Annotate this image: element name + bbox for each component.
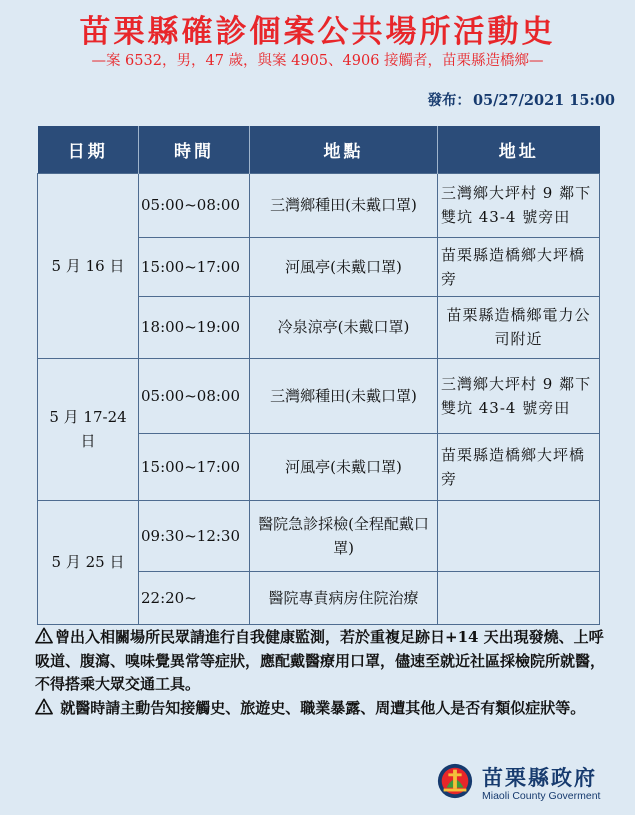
note-item — [35, 626, 605, 697]
table-row — [38, 500, 600, 571]
time-cell: 05:00~08:00 — [139, 358, 250, 433]
warning-icon — [35, 698, 53, 715]
case-subtitle: —案 6532，男，47 歲，與案 4905、4906 接觸者，苗栗縣造橋鄉— — [91, 53, 544, 69]
address-cell — [438, 571, 600, 624]
time-cell: 09:30~12:30 — [139, 500, 250, 571]
header-place: 地點 — [250, 126, 438, 173]
address-cell — [438, 500, 600, 571]
date-cell: 5 月 16 日 — [38, 173, 139, 358]
published-value: 05/27/2021 15:00 — [472, 92, 615, 109]
place-cell: 醫院急診採檢(全程配戴口罩) — [250, 500, 438, 571]
address-cell: 苗栗縣造橋鄉大坪橋旁 — [438, 237, 600, 296]
activity-table — [37, 126, 600, 625]
address-cell: 苗栗縣造橋鄉大坪橋旁 — [438, 433, 600, 500]
org-name: 苗栗縣政府 — [482, 765, 597, 790]
table-row — [38, 358, 600, 433]
time-cell: 15:00~17:00 — [139, 433, 250, 500]
time-cell: 22:20~ — [139, 571, 250, 624]
time-cell: 15:00~17:00 — [139, 237, 250, 296]
published-label: 發布： — [427, 92, 471, 109]
published-date — [425, 89, 615, 110]
warning-icon — [35, 627, 53, 644]
health-notes — [35, 626, 605, 720]
address-cell: 苗栗縣造橋鄉電力公司附近 — [438, 296, 600, 358]
time-cell: 05:00~08:00 — [139, 173, 250, 237]
place-cell: 河風亭(未戴口罩) — [250, 433, 438, 500]
table-header-row — [38, 126, 600, 173]
place-cell: 三灣鄉種田(未戴口罩) — [250, 358, 438, 433]
header-time: 時間 — [139, 126, 250, 173]
place-cell: 河風亭(未戴口罩) — [250, 237, 438, 296]
time-cell: 18:00~19:00 — [139, 296, 250, 358]
place-cell: 冷泉涼亭(未戴口罩) — [250, 296, 438, 358]
address-cell: 三灣鄉大坪村 9 鄰下雙坑 43-4 號旁田 — [438, 358, 600, 433]
header-date: 日期 — [38, 126, 139, 173]
org-name-english: Miaoli County Goverment — [482, 790, 601, 802]
date-cell: 5 月 25 日 — [38, 500, 139, 624]
note-item — [35, 697, 605, 721]
note-text: 曾出入相關場所民眾請進行自我健康監測，若於重複足跡日+14 天出現發燒、上呼吸道、腹瀉、嗅味覺異常等症狀，應配戴醫療用口罩，儘速至就近社區採檢院所就醫，不得搭乘大眾交通工具。 — [35, 628, 606, 693]
note-text: 就醫時請主動告知接觸史、旅遊史、職業暴露、周遭其他人是否有類似症狀等。 — [60, 698, 586, 717]
place-cell: 醫院專責病房住院治療 — [250, 571, 438, 624]
header-address: 地址 — [438, 126, 600, 173]
place-cell: 三灣鄉種田(未戴口罩) — [250, 173, 438, 237]
table-row — [38, 173, 600, 237]
date-cell: 5 月 17-24 日 — [38, 358, 139, 500]
county-logo-icon — [436, 762, 474, 800]
page-title: 苗栗縣確診個案公共場所活動史 — [79, 14, 556, 50]
address-cell: 三灣鄉大坪村 9 鄰下雙坑 43-4 號旁田 — [438, 173, 600, 237]
